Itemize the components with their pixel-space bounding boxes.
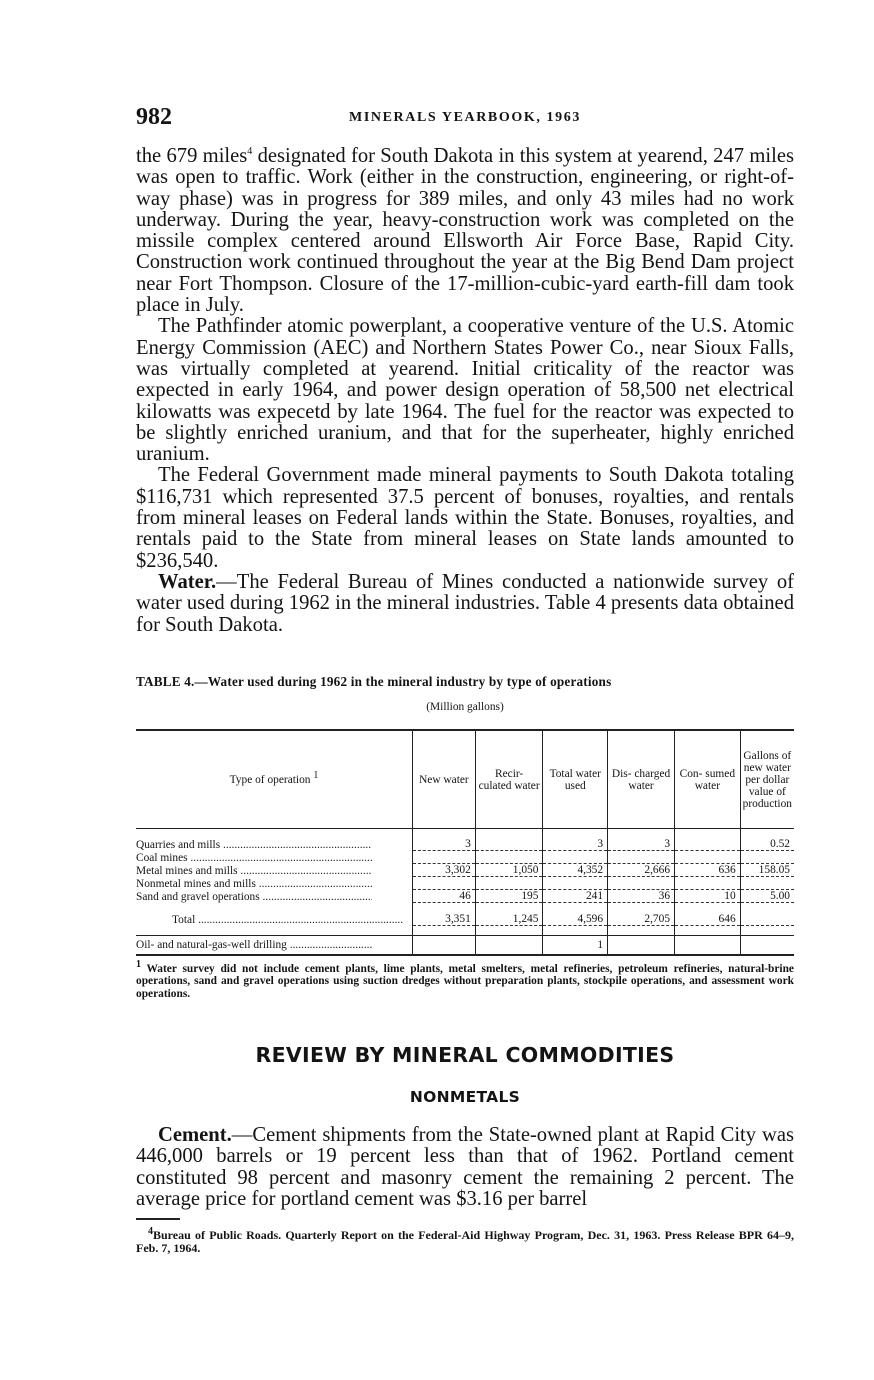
header-gallons-per-dollar: Gallons of new water per dollar value of production bbox=[740, 730, 794, 829]
paragraph-atomic-powerplant: The Pathfinder atomic powerplant, a cooperative venture of the U.S. Atomic Energy Commission (AEC) and Northern States Power Co., near Sioux Falls, was virtually completed at yearend. Initial criticality of the reactor was expected in early 1964, and power design operation of 58,500 net electrical kilowatts was expecetd by late 1964. The fuel for the reactor was expected to be slightly enriched uranium, and that for the superheater, highly enriched uranium. bbox=[136, 315, 794, 466]
table-row: Nonmetal mines and mills ..... bbox=[136, 877, 794, 890]
paragraph-cement: Cement.—Cement shipments from the State-owned plant at Rapid City was 446,000 barrels or 19 percent less than that of 1962. Portland cement constituted 98 percent and masonry cement the remaining 2 percent. The average price for portland cement was $3.16 per barrel bbox=[136, 1124, 794, 1210]
table-row: Coal mines ..... bbox=[136, 851, 794, 864]
section-heading: REVIEW BY MINERAL COMMODITIES bbox=[255, 1043, 675, 1067]
subsection-heading: NONMETALS bbox=[409, 1088, 521, 1106]
table-row: Quarries and mills ..... 3 3 3 0.52 bbox=[136, 838, 794, 851]
body-text bbox=[136, 146, 794, 636]
paragraph-water: Water.—The Federal Bureau of Mines conducted a nationwide survey of water used during 1962 in the mineral industries. Table 4 presents data obtained for South Dakota. bbox=[136, 570, 794, 636]
paragraph-mineral-payments: The Federal Government made mineral payments to South Dakota totaling $116,731 which represented 37.5 percent of bonuses, royalties, and rentals from mineral leases on Federal lands within the State. Bonuses, royalties, and rentals paid to the State from mineral leases on State lands amounted to $236,540. bbox=[136, 464, 794, 572]
header-type-of-operation: Type of operation $^1$ bbox=[229, 769, 319, 786]
table-row-oil-gas: Oil- and natural-gas-well drilling ..... 1 bbox=[136, 936, 794, 956]
run-in-heading: Water. bbox=[158, 570, 217, 593]
footnote-ref: 4 bbox=[247, 146, 253, 158]
running-title: MINERALS YEARBOOK, 1963 bbox=[349, 110, 581, 125]
table-row: Sand and gravel operations ..... 46 195 241 36 10 5.00 bbox=[136, 890, 794, 903]
header-discharged-water: Dis- charged water bbox=[608, 730, 675, 829]
page-number: 982 bbox=[136, 104, 172, 130]
header-consumed-water: Con- sumed water bbox=[675, 730, 741, 829]
body-text-cement bbox=[136, 1125, 794, 1210]
header-total-water: Total water used bbox=[543, 730, 608, 829]
header-recirculated-water: Recir- culated water bbox=[475, 730, 543, 829]
water-use-table bbox=[136, 729, 794, 956]
table-subcaption: (Million gallons) bbox=[426, 701, 504, 713]
footnote-rule bbox=[136, 1218, 180, 1220]
running-head bbox=[136, 104, 794, 132]
table-caption: TABLE 4.—Water used during 1962 in the mineral industry by type of operations bbox=[136, 674, 612, 689]
page-footnote: $^4$Bureau of Public Roads. Quarterly Report on the Federal-Aid Highway Program, Dec. 31, 1963. Press Release BPR 64–9, Feb. 7, 1964. bbox=[136, 1226, 794, 1255]
header-new-water: New water bbox=[413, 730, 476, 829]
table-total-row: Total ..... 3,351 1,245 4,596 2,705 646 bbox=[136, 903, 794, 926]
table-footnote: $^1$ Water survey did not include cement plants, lime plants, metal smelters, metal refineries, petroleum refineries, natural-brine operations, sand and gravel operations using suction dredges without preparation plants, stockpile operations, and assessment work operations. bbox=[136, 959, 794, 1000]
paragraph-highway: the 679 miles$^4$ designated for South Dakota in this system at yearend, 247 miles was open to traffic. Work (either in the construction, engineering, or right-of-way phase) was in progress for 389 miles, and only 43 miles had no work underway. During the year, heavy-construction work was completed on the missile complex centered around Ellsworth Air Force Base, Rapid City. Construction work continued throughout the year at the Big Bend Dam project near Fort Thompson. Closure of the 17-million-cubic-yard earth-fill dam took place in July. bbox=[136, 145, 794, 317]
run-in-heading: Cement. bbox=[158, 1124, 232, 1146]
table-header-row bbox=[136, 730, 794, 829]
table-row: Metal mines and mills ..... 3,302 1,050 4,352 2,666 636 158.05 bbox=[136, 864, 794, 877]
